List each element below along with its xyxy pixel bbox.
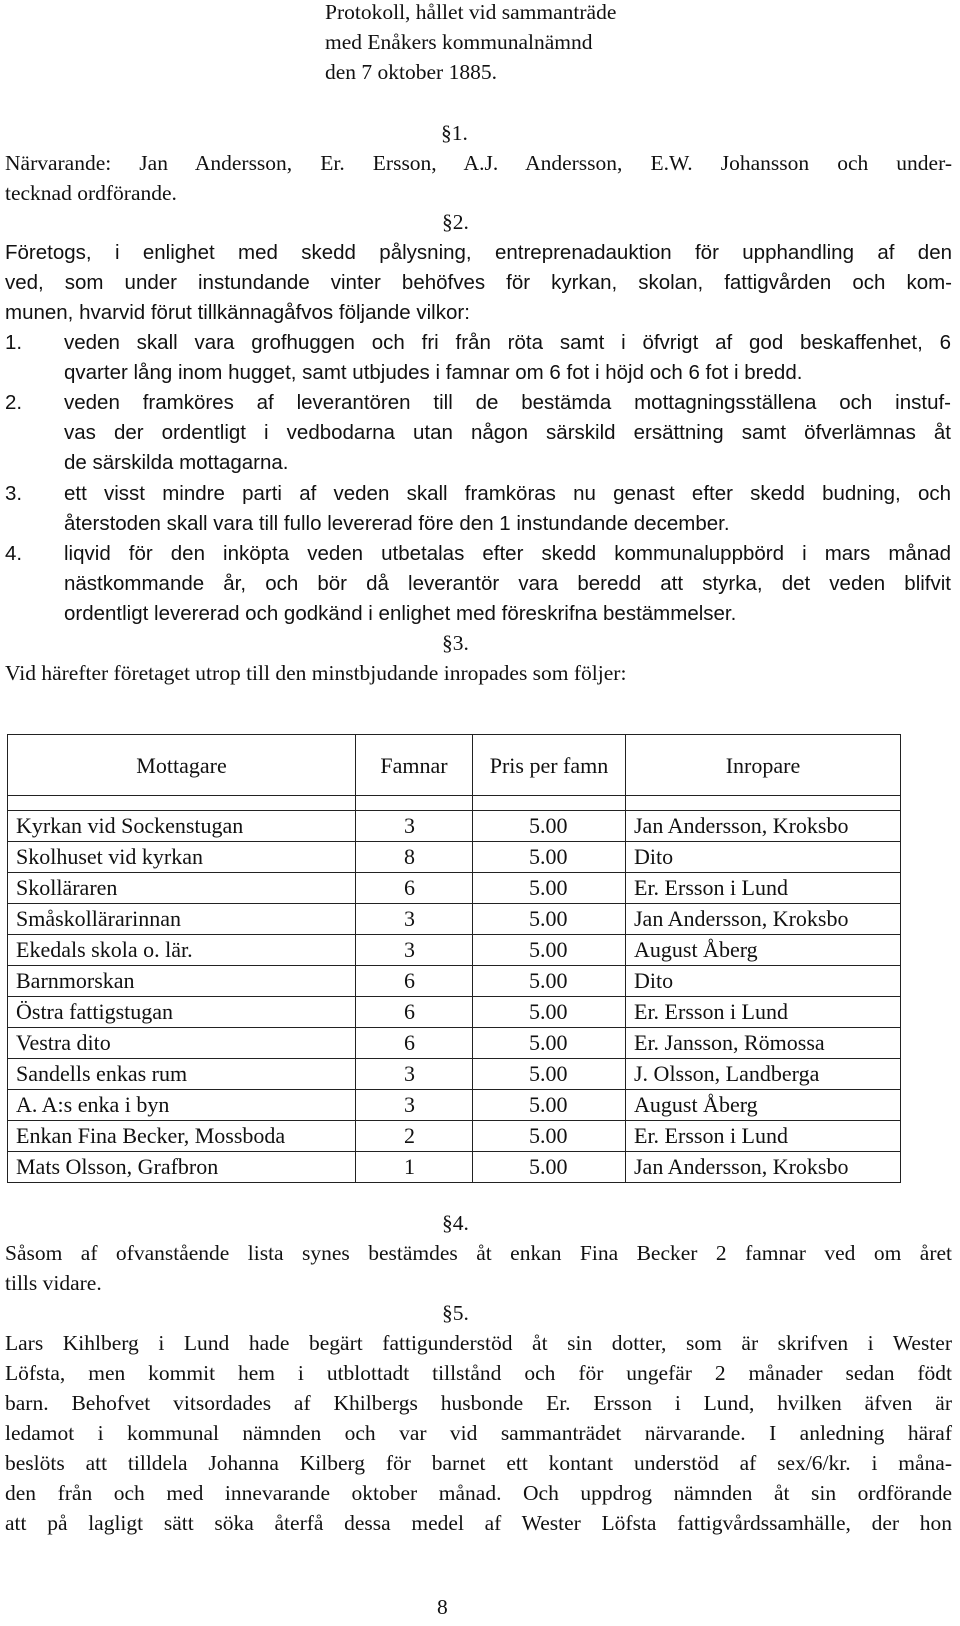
condition-line: vas der ordentligt i vedbodarna utan någon särskild ersättning samt öfverlämnas åt <box>64 421 951 444</box>
cell-famnar: 3 <box>356 904 473 935</box>
cell-mottagare: Östra fattigstugan <box>8 997 356 1028</box>
condition-number: 3. <box>5 482 23 505</box>
section-5-line: att på lagligt sätt söka återfå dessa medel af Wester Löfsta fattigvårdssamhälle, der hon <box>5 1511 952 1535</box>
section-2-line: ved, som under instundande vinter behöfves för kyrkan, skolan, fattigvården och kom- <box>5 271 952 294</box>
cell-inropare: Dito <box>626 842 901 873</box>
section-1-line: Närvarande: Jan Andersson, Er. Ersson, A.J. Andersson, E.W. Johansson och under- <box>5 151 952 175</box>
condition-line: qvarter lång inom hugget, samt utbjudes i famnar om 6 fot i höjd och 6 fot i bredd. <box>64 361 803 384</box>
cell-pris: 5.00 <box>473 966 626 997</box>
condition-line: de särskilda mottagarna. <box>64 451 289 474</box>
section-5-line: Löfsta, men kommit hem i utblottadt tillstånd och för ungefär 2 månader sedan födt <box>5 1361 952 1385</box>
condition-line: ett visst mindre parti af veden skall framköras nu genast efter skedd budning, och <box>64 482 951 505</box>
cell-inropare: August Åberg <box>626 1090 901 1121</box>
header-line: den 7 oktober 1885. <box>325 60 497 84</box>
header-line: med Enåkers kommunalnämnd <box>325 30 593 54</box>
condition-line: nästkommande år, och bör då leverantör vara beredd att styrka, det veden blifvit <box>64 572 951 595</box>
condition-line: återstoden skall vara till fullo levererad före den 1 instundande december. <box>64 512 730 535</box>
section-heading-4: §4. <box>442 1211 469 1235</box>
cell-pris: 5.00 <box>473 997 626 1028</box>
cell-mottagare: Sandells enkas rum <box>8 1059 356 1090</box>
column-header-famnar: Famnar <box>356 735 473 796</box>
cell-famnar: 3 <box>356 1090 473 1121</box>
cell-pris: 5.00 <box>473 904 626 935</box>
table-row <box>8 1028 901 1059</box>
cell-inropare: August Åberg <box>626 935 901 966</box>
table-row <box>8 1090 901 1121</box>
table-row <box>8 1059 901 1090</box>
cell-inropare: Jan Andersson, Kroksbo <box>626 904 901 935</box>
cell-mottagare: Vestra dito <box>8 1028 356 1059</box>
cell-mottagare: Enkan Fina Becker, Mossboda <box>8 1121 356 1152</box>
column-header-mottagare: Mottagare <box>8 735 356 796</box>
table-spacer <box>8 796 901 811</box>
cell-pris: 5.00 <box>473 842 626 873</box>
table-header-row <box>8 735 901 796</box>
section-5-line: den från och med innevarande oktober månad. Och uppdrog nämnden åt sin ordförande <box>5 1481 952 1505</box>
cell-pris: 5.00 <box>473 1059 626 1090</box>
table-row <box>8 842 901 873</box>
condition-line: veden framköres af leverantören till de bestämda mottagningsställena och instuf- <box>64 391 951 414</box>
column-header-inropare: Inropare <box>626 735 901 796</box>
column-header-pris: Pris per famn <box>473 735 626 796</box>
cell-mottagare: Mats Olsson, Grafbron <box>8 1152 356 1183</box>
cell-inropare: Er. Ersson i Lund <box>626 1121 901 1152</box>
cell-mottagare: Ekedals skola o. lär. <box>8 935 356 966</box>
section-2-line: munen, hvarvid förut tillkännagåfvos följande vilkor: <box>5 301 470 324</box>
cell-mottagare: A. A:s enka i byn <box>8 1090 356 1121</box>
cell-pris: 5.00 <box>473 873 626 904</box>
cell-famnar: 3 <box>356 1059 473 1090</box>
section-heading-5: §5. <box>442 1301 469 1325</box>
cell-pris: 5.00 <box>473 935 626 966</box>
wood-allocation-table <box>7 734 901 1183</box>
section-3-intro: Vid härefter företaget utrop till den minstbjudande inropades som följer: <box>5 661 627 685</box>
header-line: Protokoll, hållet vid sammanträde <box>325 0 617 24</box>
cell-inropare: Er. Jansson, Römossa <box>626 1028 901 1059</box>
cell-inropare: Dito <box>626 966 901 997</box>
page-number: 8 <box>437 1595 448 1619</box>
section-5-line: Lars Kihlberg i Lund hade begärt fattigunderstöd åt sin dotter, som är skrifven i Wester <box>5 1331 952 1355</box>
table-row <box>8 904 901 935</box>
section-4-line: tills vidare. <box>5 1271 102 1295</box>
section-1-line: tecknad ordförande. <box>5 181 177 205</box>
cell-famnar: 1 <box>356 1152 473 1183</box>
section-heading-3: §3. <box>442 631 469 655</box>
table-row <box>8 811 901 842</box>
cell-mottagare: Småskollärarinnan <box>8 904 356 935</box>
condition-number: 2. <box>5 391 23 414</box>
condition-number: 4. <box>5 542 23 565</box>
table-row <box>8 1121 901 1152</box>
table-row <box>8 873 901 904</box>
cell-pris: 5.00 <box>473 1152 626 1183</box>
section-5-line: barn. Behofvet vitsordades af Khilbergs husbonde Er. Ersson i Lund, hvilken äfven är <box>5 1391 952 1415</box>
section-5-line: beslöts att tilldela Johanna Kilberg för barnet ett kontant understöd af sex/6/kr. i måna- <box>5 1451 952 1475</box>
cell-famnar: 2 <box>356 1121 473 1152</box>
cell-pris: 5.00 <box>473 1121 626 1152</box>
cell-pris: 5.00 <box>473 811 626 842</box>
cell-mottagare: Skolhuset vid kyrkan <box>8 842 356 873</box>
cell-famnar: 3 <box>356 811 473 842</box>
table-row <box>8 966 901 997</box>
section-heading-1: §1. <box>441 121 468 145</box>
section-5-line: ledamot i kommunal nämnden och var vid sammanträdet närvarande. I anledning häraf <box>5 1421 952 1445</box>
section-heading-2: §2. <box>442 210 469 234</box>
condition-line: ordentligt levererad och godkänd i enlighet med föreskrifna bestämmelser. <box>64 602 737 625</box>
cell-inropare: J. Olsson, Landberga <box>626 1059 901 1090</box>
cell-pris: 5.00 <box>473 1090 626 1121</box>
cell-famnar: 6 <box>356 997 473 1028</box>
cell-famnar: 6 <box>356 1028 473 1059</box>
cell-inropare: Er. Ersson i Lund <box>626 997 901 1028</box>
cell-mottagare: Kyrkan vid Sockenstugan <box>8 811 356 842</box>
condition-line: liqvid för den inköpta veden utbetalas efter skedd kommunaluppbörd i mars månad <box>64 542 951 565</box>
condition-line: veden skall vara grofhuggen och fri från röta samt i öfvrigt af god beskaffenhet, 6 <box>64 331 951 354</box>
cell-pris: 5.00 <box>473 1028 626 1059</box>
table-row <box>8 1152 901 1183</box>
cell-famnar: 6 <box>356 873 473 904</box>
cell-inropare: Jan Andersson, Kroksbo <box>626 811 901 842</box>
section-4-line: Såsom af ofvanstående lista synes bestämdes åt enkan Fina Becker 2 famnar ved om året <box>5 1241 952 1265</box>
cell-famnar: 3 <box>356 935 473 966</box>
table-row <box>8 997 901 1028</box>
cell-mottagare: Barnmorskan <box>8 966 356 997</box>
condition-number: 1. <box>5 331 23 354</box>
cell-inropare: Er. Ersson i Lund <box>626 873 901 904</box>
section-2-line: Företogs, i enlighet med skedd pålysning, entreprenadauktion för upphandling af den <box>5 241 952 264</box>
cell-famnar: 8 <box>356 842 473 873</box>
cell-famnar: 6 <box>356 966 473 997</box>
table-row <box>8 935 901 966</box>
cell-inropare: Jan Andersson, Kroksbo <box>626 1152 901 1183</box>
cell-mottagare: Skolläraren <box>8 873 356 904</box>
